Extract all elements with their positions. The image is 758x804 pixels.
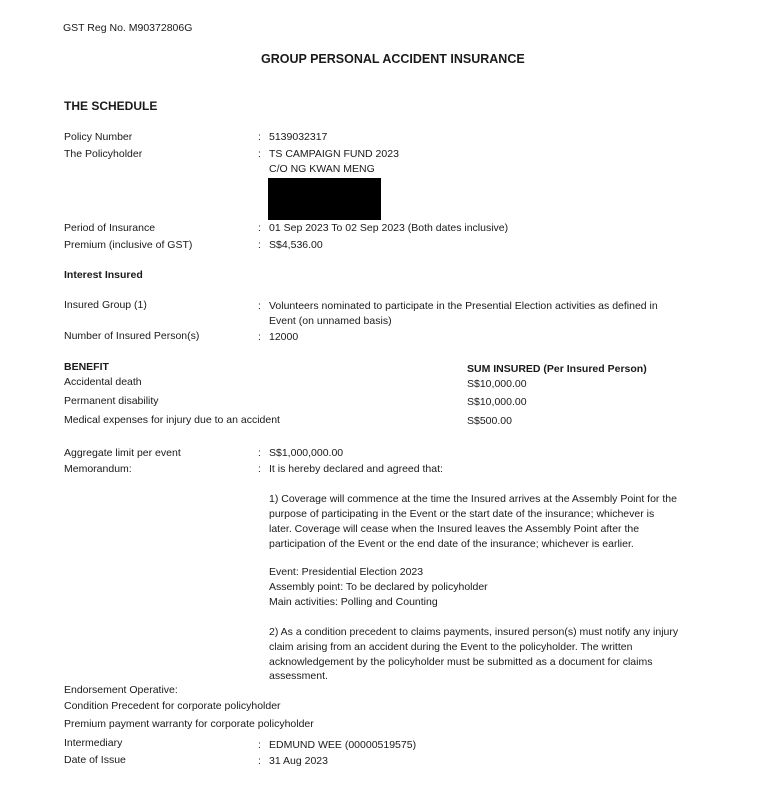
- separator: :: [258, 148, 261, 160]
- period-value: 01 Sep 2023 To 02 Sep 2023 (Both dates inclusive): [269, 222, 509, 234]
- separator: :: [258, 131, 261, 143]
- separator: :: [258, 300, 261, 312]
- event-line: Assembly point: To be declared by policyholder: [269, 581, 488, 593]
- gst-registration: GST Reg No. M90372806G: [63, 22, 193, 34]
- insured-group-label: Insured Group (1): [64, 299, 147, 311]
- separator: :: [258, 222, 261, 234]
- event-line: Main activities: Polling and Counting: [269, 596, 438, 608]
- policy-number-value: 5139032317: [269, 131, 328, 143]
- benefit-amount: S$10,000.00: [467, 396, 527, 408]
- intermediary-value: EDMUND WEE (00000519575): [269, 739, 417, 751]
- premium-value: S$4,536.00: [269, 239, 323, 251]
- benefit-name: Accidental death: [64, 376, 142, 388]
- memorandum-clause-1-line: purpose of participating in the Event or the start date of the insurance; whichever is: [269, 508, 655, 520]
- intermediary-label: Intermediary: [64, 737, 123, 749]
- benefit-header: BENEFIT: [64, 361, 109, 373]
- schedule-heading: THE SCHEDULE: [64, 99, 158, 113]
- benefit-amount: S$500.00: [467, 415, 512, 427]
- benefit-name: Permanent disability: [64, 395, 159, 407]
- separator: :: [258, 755, 261, 767]
- endorsement-item: Condition Precedent for corporate policyholder: [64, 700, 281, 712]
- premium-label: Premium (inclusive of GST): [64, 239, 193, 251]
- date-of-issue-value: 31 Aug 2023: [269, 755, 328, 767]
- interest-insured-heading: Interest Insured: [64, 269, 143, 281]
- insured-persons-label: Number of Insured Person(s): [64, 330, 200, 342]
- insured-group-line-2: Event (on unnamed basis): [269, 315, 392, 327]
- memorandum-label: Memorandum:: [64, 463, 132, 475]
- separator: :: [258, 239, 261, 251]
- event-line: Event: Presidential Election 2023: [269, 566, 424, 578]
- insured-persons-value: 12000: [269, 331, 299, 343]
- aggregate-value: S$1,000,000.00: [269, 447, 344, 459]
- benefit-name: Medical expenses for injury due to an accident: [64, 414, 280, 426]
- memorandum-clause-2-line: assessment.: [269, 670, 328, 682]
- memorandum-clause-2-line: claim arising from an accident during the Event to the policyholder. The written: [269, 641, 633, 653]
- memorandum-clause-2-line: acknowledgement by the policyholder must be submitted as a document for claims: [269, 656, 653, 668]
- policyholder-name: TS CAMPAIGN FUND 2023: [269, 148, 399, 160]
- memorandum-intro: It is hereby declared and agreed that:: [269, 463, 443, 475]
- insured-group-line-1: Volunteers nominated to participate in the Presential Election activities as defined in: [269, 300, 658, 312]
- memorandum-clause-1-line: participation of the Event or the end date of the insurance; whichever is earlier.: [269, 538, 634, 550]
- separator: :: [258, 331, 261, 343]
- endorsement-label: Endorsement Operative:: [64, 684, 178, 696]
- aggregate-label: Aggregate limit per event: [64, 447, 181, 459]
- document-title: GROUP PERSONAL ACCIDENT INSURANCE: [261, 52, 525, 66]
- memorandum-clause-1-line: later. Coverage will cease when the Insured leaves the Assembly Point after the: [269, 523, 640, 535]
- separator: :: [258, 463, 261, 475]
- redacted-address-block: [268, 178, 381, 220]
- policyholder-care-of: C/O NG KWAN MENG: [269, 163, 375, 175]
- benefit-amount: S$10,000.00: [467, 378, 527, 390]
- policyholder-label: The Policyholder: [64, 148, 143, 160]
- separator: :: [258, 447, 261, 459]
- date-of-issue-label: Date of Issue: [64, 754, 126, 766]
- endorsement-item: Premium payment warranty for corporate policyholder: [64, 718, 314, 730]
- period-label: Period of Insurance: [64, 222, 156, 234]
- separator: :: [258, 739, 261, 751]
- memorandum-clause-1-line: 1) Coverage will commence at the time the Insured arrives at the Assembly Point for the: [269, 493, 677, 505]
- memorandum-clause-2-line: 2) As a condition precedent to claims payments, insured person(s) must notify any injury: [269, 626, 679, 638]
- sum-insured-header: SUM INSURED (Per Insured Person): [467, 363, 647, 375]
- policy-number-label: Policy Number: [64, 131, 133, 143]
